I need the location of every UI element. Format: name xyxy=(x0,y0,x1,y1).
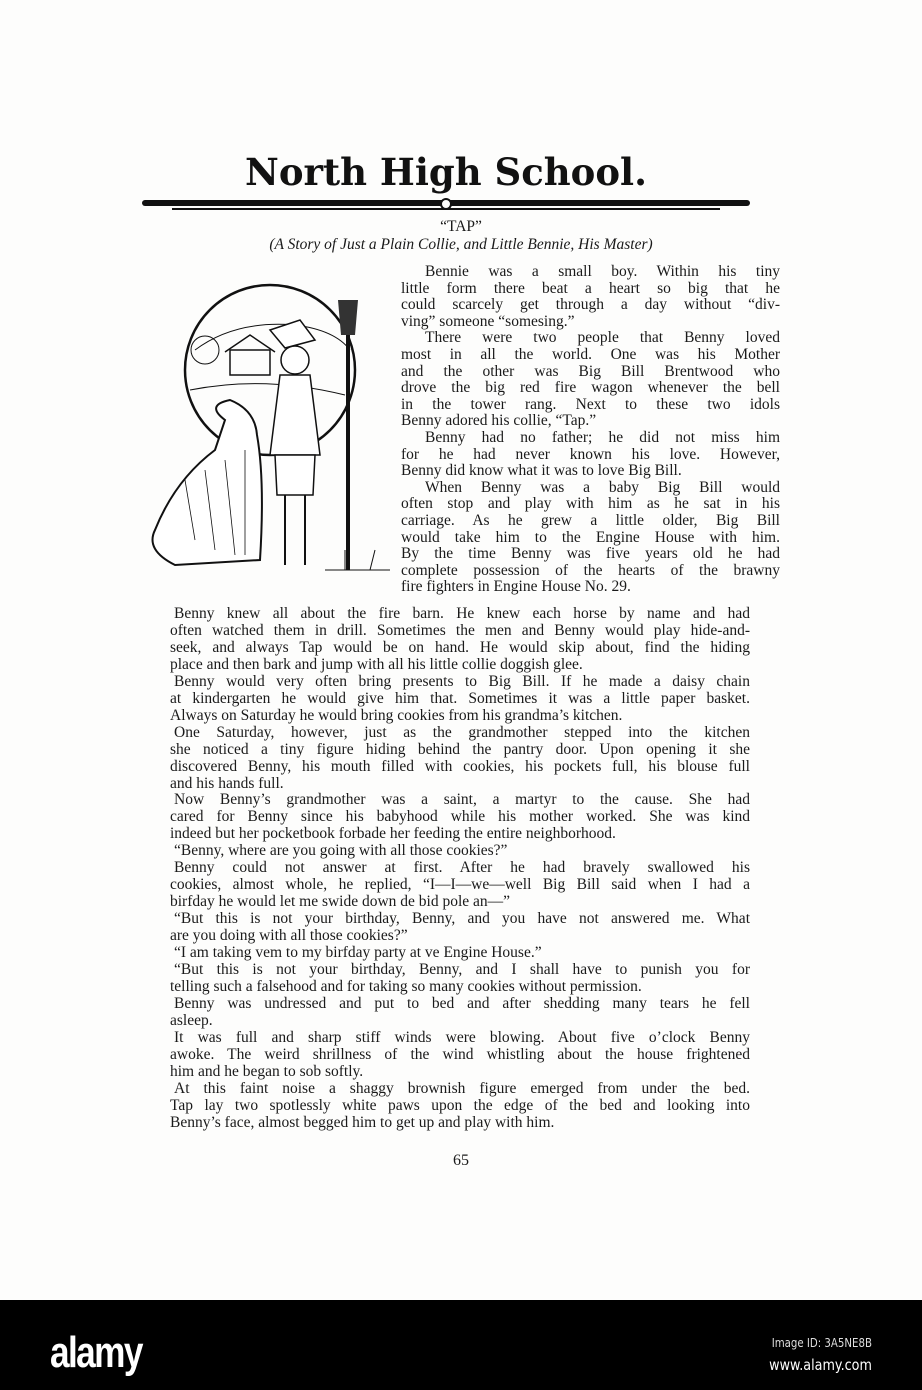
watermark-url: www.alamy.com xyxy=(769,1356,872,1374)
text-line: There were two people that Benny loved xyxy=(425,329,780,347)
text-line: “Benny, where are you going with all those cookies?” xyxy=(174,842,508,860)
text-line: ving” someone “somesing.” xyxy=(401,312,575,330)
watermark-bar xyxy=(0,1300,922,1390)
text-line: often watched them in drill. Sometimes the men and Benny would play hide-and- xyxy=(170,621,750,639)
text-line: birfday he would let me swide down de bid pole an—” xyxy=(170,893,511,911)
story-title: “TAP” xyxy=(440,218,482,235)
text-line: Benny would very often bring presents to Big Bill. If he made a daisy chain xyxy=(174,672,750,690)
text-line: Benny could not answer at first. After he had bravely swallowed his xyxy=(174,859,750,877)
text-line: Now Benny’s grandmother was a saint, a martyr to the cause. She had xyxy=(174,791,750,809)
text-line: Benny had no father; he did not miss him xyxy=(425,429,780,446)
text-line: most in all the world. One was his Mother xyxy=(401,346,780,363)
text-line: seek, and always Tap would be on hand. He would skip about, find the hiding xyxy=(170,638,750,656)
text-line: “But this is not your birthday, Benny, and I shall have to punish you for xyxy=(174,960,750,978)
text-line: cared for Benny since his babyhood while his mother worked. She was kind xyxy=(170,808,750,826)
text-line: fire fighters in Engine House No. 29. xyxy=(401,578,631,596)
text-line: complete possession of the hearts of the brawny xyxy=(401,561,780,579)
masthead-title: North High School. xyxy=(245,150,647,194)
text-line: are you doing with all those cookies?” xyxy=(170,927,408,945)
alamy-logo: alamy xyxy=(50,1328,142,1377)
text-line: often stop and play with him as he sat in his xyxy=(401,495,780,513)
text-line: carriage. As he grew a little older, Big Bill xyxy=(401,512,780,529)
text-line: By the time Benny was five years old he had xyxy=(401,545,780,563)
text-line: could scarcely get through a day without “div- xyxy=(401,296,780,314)
page-number: 65 xyxy=(453,1152,469,1169)
text-line: cookies, almost whole, he replied, “I—I—we—well Big Bill said when I had a xyxy=(170,876,750,894)
text-line: Benny did know what it was to love Big Bill. xyxy=(401,462,682,480)
text-line: When Benny was a baby Big Bill would xyxy=(425,478,780,496)
text-line: “But this is not your birthday, Benny, and you have not answered me. What xyxy=(174,910,750,928)
masthead xyxy=(142,150,750,212)
text-line: for he had never known his love. However, xyxy=(401,445,780,463)
text-line: Benny adored his collie, “Tap.” xyxy=(401,412,597,430)
text-line: Always on Saturday he would bring cookies from his grandma’s kitchen. xyxy=(170,706,623,724)
text-line: telling such a falsehood and for taking so many cookies without permission. xyxy=(170,977,642,995)
text-line: asleep. xyxy=(170,1011,213,1029)
story-subtitle: (A Story of Just a Plain Collie, and Little Bennie, His Master) xyxy=(269,236,653,253)
text-line: place and then bark and jump with all his little collie doggish glee. xyxy=(170,655,583,673)
text-line: Benny’s face, almost begged him to get up and play with him. xyxy=(170,1113,555,1131)
text-line: at kindergarten he would give him that. Sometimes it was a little paper basket. xyxy=(170,689,750,707)
text-line: Benny knew all about the fire barn. He knew each horse by name and had xyxy=(174,605,750,622)
text-line: indeed but her pocketbook forbade her feeding the entire neighborhood. xyxy=(170,825,616,843)
text-line: and the other was Big Bill Brentwood who xyxy=(401,362,780,380)
text-line: Bennie was a small boy. Within his tiny xyxy=(425,263,780,280)
text-line: discovered Benny, his mouth filled with cookies, his pockets full, his blouse full xyxy=(170,757,750,775)
text-line: “I am taking vem to my birfday party at ve Engine House.” xyxy=(174,944,542,961)
text-line: Tap lay two spotlessly white paws upon the edge of the bed and looking into xyxy=(170,1096,750,1114)
text-line: Benny was undressed and put to bed and after shedding many tears he fell xyxy=(174,994,750,1012)
text-line: she noticed a tiny figure hiding behind the pantry door. Upon opening it she xyxy=(170,740,750,758)
text-line: him and he began to sob softly. xyxy=(170,1062,364,1080)
image-id: Image ID: 3A5NE8B xyxy=(771,1336,872,1350)
text-line: would take him to the Engine House with him. xyxy=(401,528,780,546)
text-line: drove the big red fire wagon whenever the bell xyxy=(401,379,780,397)
masthead-ornament xyxy=(440,198,452,210)
text-line: in the tower rang. Next to these two idols xyxy=(401,395,780,413)
text-line: It was full and sharp stiff winds were blowing. About five o’clock Benny xyxy=(174,1028,750,1046)
text-line: little form there beat a heart so big that he xyxy=(401,279,780,297)
text-line: At this faint noise a shaggy brownish figure emerged from under the bed. xyxy=(174,1079,750,1097)
text-line: One Saturday, however, just as the grandmother stepped into the kitchen xyxy=(174,723,750,741)
text-line: and his hands full. xyxy=(170,774,284,792)
illustration-boy-and-collie xyxy=(145,280,390,580)
text-line: awoke. The weird shrillness of the wind whistling about the house frightened xyxy=(170,1045,750,1063)
